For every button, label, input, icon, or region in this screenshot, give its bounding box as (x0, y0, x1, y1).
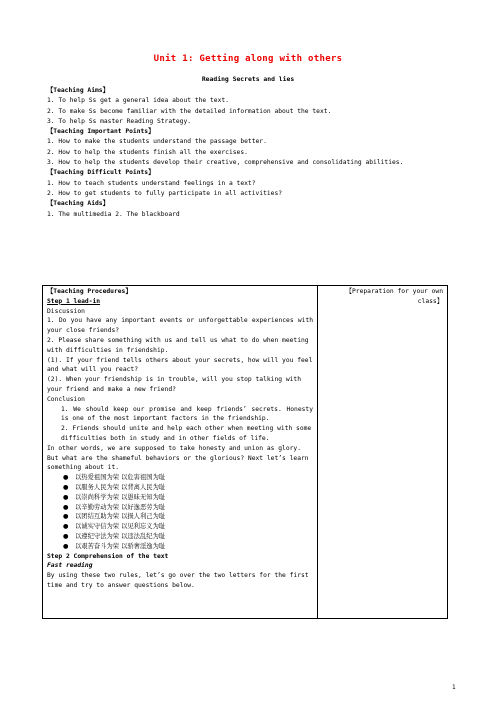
step2-heading: Step 2 Comprehension of the text (47, 552, 169, 560)
honor-list-item: ● 以热爱祖国为荣 以危害祖国为耻 (63, 474, 166, 482)
difficult-item: 2. How to get students to fully participate in all activities? (47, 189, 283, 197)
aims-heading: 【Teaching Aims】 (47, 87, 109, 94)
important-item: 1. How to make the students understand the passage better. (47, 138, 267, 146)
preparation-label: 【Preparation for your own class】 (345, 288, 443, 305)
honor-list-item: ● 以崇尚科学为荣 以愚昧无知为耻 (63, 493, 166, 501)
important-item: 2. How to help the students finish all the exercises. (47, 148, 248, 156)
important-heading: 【Teaching Important Points】 (47, 128, 155, 136)
bullet-icon: ● (63, 503, 69, 511)
step1-heading: Step 1 lead-in (47, 297, 101, 305)
bullet-icon: ● (63, 474, 69, 482)
page-number: 1 (452, 684, 456, 691)
aims-item: 3. To help Ss master Reading Strategy. (47, 117, 192, 125)
procedures-table (42, 285, 448, 619)
transition-paragraph: In other words, we are supposed to take honesty and union as glory. But what are the shameful behaviors or the glorious? Next let’s learn something about it. (47, 444, 309, 472)
honor-list-item: ● 以辛勤劳动为荣 以好逸恶劳为耻 (63, 503, 166, 511)
difficult-heading: 【Teaching Difficult Points】 (47, 169, 155, 177)
teaching-aims-section (47, 86, 467, 220)
conclusion-point: 2. Friends should unite and help each other when meeting with some difficulties both in study and in other fields of life. (61, 425, 312, 442)
aids-text: 1. The multimedia 2. The blackboard (47, 210, 180, 218)
important-item: 3. How to help the students develop their creative, comprehensive and consolidating abilities. (47, 159, 404, 167)
discussion-label: Discussion (47, 307, 85, 315)
aims-item: 2. To make Ss become familiar with the detailed information about the text. (47, 107, 332, 115)
honor-list-item: ● 以服务人民为荣 以背离人民为耻 (63, 483, 166, 491)
discussion-question: (1). If your friend tells others about your secrets, how will you feel and what will you react? (47, 356, 313, 374)
bullet-icon: ● (63, 493, 69, 501)
unit-title: Unit 1: Getting along with others (153, 54, 343, 64)
honor-list-item: ● 以诚实守信为荣 以见利忘义为耻 (63, 523, 166, 531)
procedures-heading: 【Teaching Procedures】 (47, 288, 132, 295)
honor-list-item: ● 以遵纪守法为荣 以违法乱纪为耻 (63, 532, 166, 540)
aims-item: 1. To help Ss get a general idea about the text. (47, 97, 229, 105)
procedures-cell (43, 286, 318, 619)
difficult-item: 1. How to teach students understand feelings in a text? (47, 179, 256, 187)
conclusion-label: Conclusion (47, 395, 85, 403)
fast-reading-heading: Fast reading (47, 562, 93, 570)
fast-reading-text: By using these two rules, let’s go over the two letters for the first time and try to answer questions below. (47, 572, 309, 589)
honor-list-item: ● 以团结互助为荣 以损人利己为耻 (63, 513, 166, 521)
discussion-question: (2). When your friendship is in trouble, will you stop talking with your friend and make a new friend? (47, 376, 302, 393)
bullet-icon: ● (63, 483, 69, 491)
bullet-icon: ● (63, 532, 69, 540)
conclusion-point: 1. We should keep our promise and keep friends’ secrets. Honesty is one of the most important factors in the friendship. (61, 405, 314, 423)
aids-heading: 【Teaching Aids】 (47, 200, 109, 208)
bullet-icon: ● (63, 513, 69, 521)
preparation-cell (318, 286, 448, 619)
lesson-subtitle: Reading Secrets and lies (201, 75, 295, 83)
bullet-icon: ● (63, 523, 69, 531)
discussion-question: 1. Do you have any important events or unforgettable experiences with your close friends? (47, 317, 314, 335)
bullet-icon: ● (63, 542, 69, 550)
discussion-question: 2. Please share something with us and tell us what to do when meeting with difficulties in friendship. (47, 336, 309, 354)
honor-list-item: ● 以艰苦奋斗为荣 以骄奢淫逸为耻 (63, 542, 166, 550)
